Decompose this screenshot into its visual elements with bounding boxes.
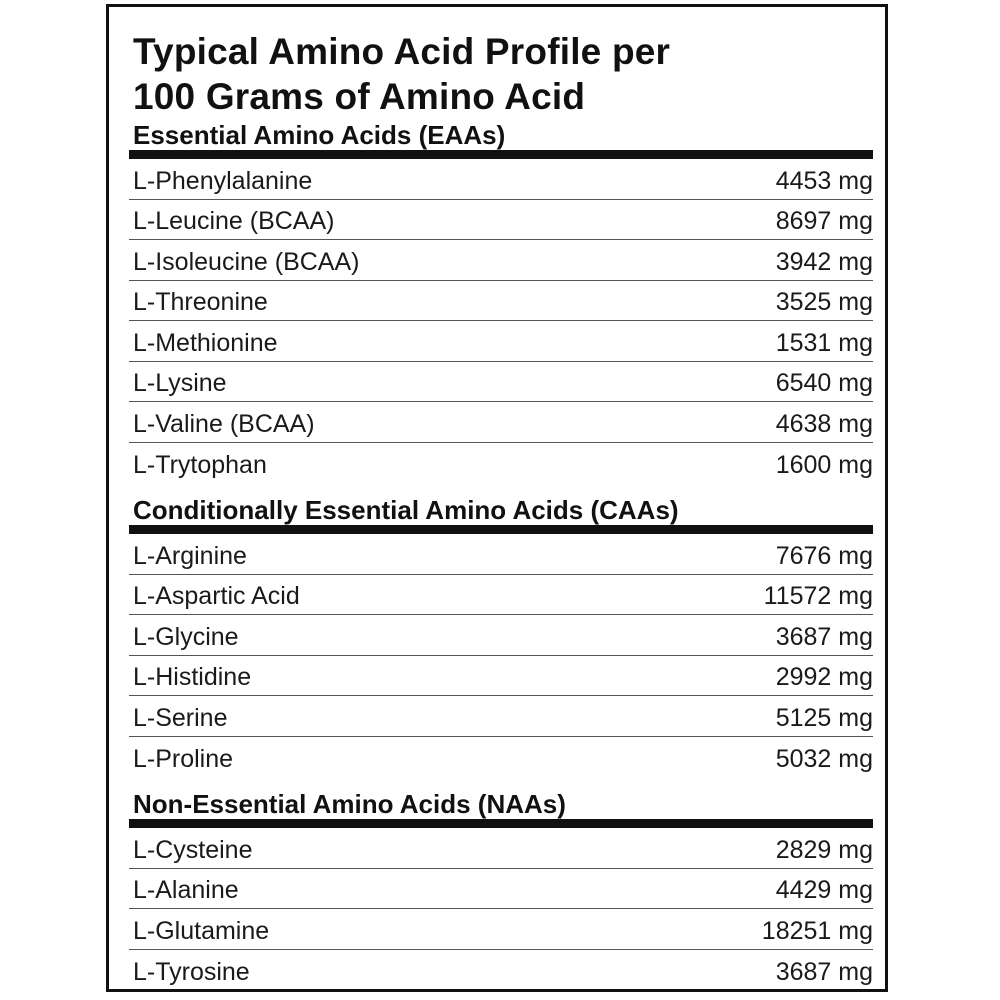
amino-acid-name: L-Cysteine (133, 835, 253, 864)
amino-acid-amount: 3687 mg (775, 958, 873, 986)
table-row (129, 615, 873, 656)
amino-acid-name: L-Tyrosine (133, 958, 250, 986)
amino-acid-name: L-Alanine (133, 876, 239, 904)
table-row (129, 362, 873, 403)
amino-acid-amount: 4453 mg (775, 166, 873, 195)
table-row (129, 402, 873, 443)
amino-acid-name: L-Phenylalanine (133, 166, 313, 195)
amino-acid-name: L-Isoleucine (BCAA) (133, 247, 360, 276)
amino-acid-amount: 1531 mg (775, 328, 873, 357)
table-row (129, 656, 873, 697)
section-heading-essential: Essential Amino Acids (EAAs) (133, 120, 506, 150)
table-row (129, 534, 873, 575)
amino-acid-name: L-Methionine (133, 328, 278, 357)
essential-rows (129, 159, 873, 483)
section-heading-non-essential: Non-Essential Amino Acids (NAAs) (133, 789, 566, 819)
non-essential-rows (129, 828, 873, 990)
profile-title (133, 29, 670, 119)
amino-acid-amount: 7676 mg (775, 541, 873, 570)
amino-acid-name: L-Threonine (133, 288, 268, 316)
amino-acid-amount: 3525 mg (775, 288, 873, 316)
section-heading-conditionally-essential: Conditionally Essential Amino Acids (CAAs) (133, 495, 679, 525)
table-row (129, 869, 873, 910)
amino-acid-amount: 2992 mg (775, 663, 873, 691)
amino-acid-amount: 5125 mg (775, 703, 873, 732)
profile-title-line-1: Typical Amino Acid Profile per (133, 31, 671, 72)
table-row (129, 575, 873, 616)
section-essential (129, 120, 887, 483)
amino-acid-name: L-Histidine (133, 663, 252, 691)
amino-acid-name: L-Lysine (133, 369, 227, 397)
amino-acid-amount: 3942 mg (775, 247, 873, 276)
table-row (129, 950, 873, 991)
amino-acid-amount: 5032 mg (775, 745, 873, 773)
amino-acid-amount: 3687 mg (775, 622, 873, 651)
amino-acid-name: L-Trytophan (133, 451, 267, 479)
amino-acid-name: L-Glycine (133, 622, 239, 651)
amino-acid-name: L-Proline (133, 745, 234, 773)
table-row (129, 909, 873, 950)
section-rule (129, 525, 873, 534)
amino-acid-amount: 6540 mg (775, 369, 873, 397)
table-row (129, 240, 873, 281)
conditionally-essential-rows (129, 534, 873, 777)
amino-acid-amount: 18251 mg (761, 916, 873, 945)
amino-acid-name: L-Arginine (133, 541, 247, 570)
amino-acid-amount: 11572 mg (763, 582, 873, 610)
table-row (129, 737, 873, 778)
amino-acid-name: L-Glutamine (133, 916, 270, 945)
table-row (129, 159, 873, 200)
amino-acid-amount: 4638 mg (775, 409, 873, 438)
section-rule (129, 150, 873, 159)
section-non-essential (129, 789, 887, 990)
amino-acid-amount: 2829 mg (775, 835, 873, 864)
amino-acid-amount: 1600 mg (775, 451, 873, 479)
table-row (129, 281, 873, 322)
section-rule (129, 819, 873, 828)
amino-acid-name: L-Leucine (BCAA) (133, 207, 335, 235)
table-row (129, 200, 873, 241)
table-row (129, 443, 873, 484)
amino-acid-name: L-Serine (133, 703, 228, 732)
table-row (129, 321, 873, 362)
amino-acid-amount: 8697 mg (775, 207, 873, 235)
section-conditionally-essential (129, 495, 887, 777)
profile-title-line-2: 100 Grams of Amino Acid (133, 76, 586, 117)
amino-acid-profile-panel (106, 4, 888, 992)
amino-acid-amount: 4429 mg (775, 876, 873, 904)
amino-acid-name: L-Aspartic Acid (133, 582, 300, 610)
table-row (129, 696, 873, 737)
amino-acid-name: L-Valine (BCAA) (133, 409, 315, 438)
table-row (129, 828, 873, 869)
